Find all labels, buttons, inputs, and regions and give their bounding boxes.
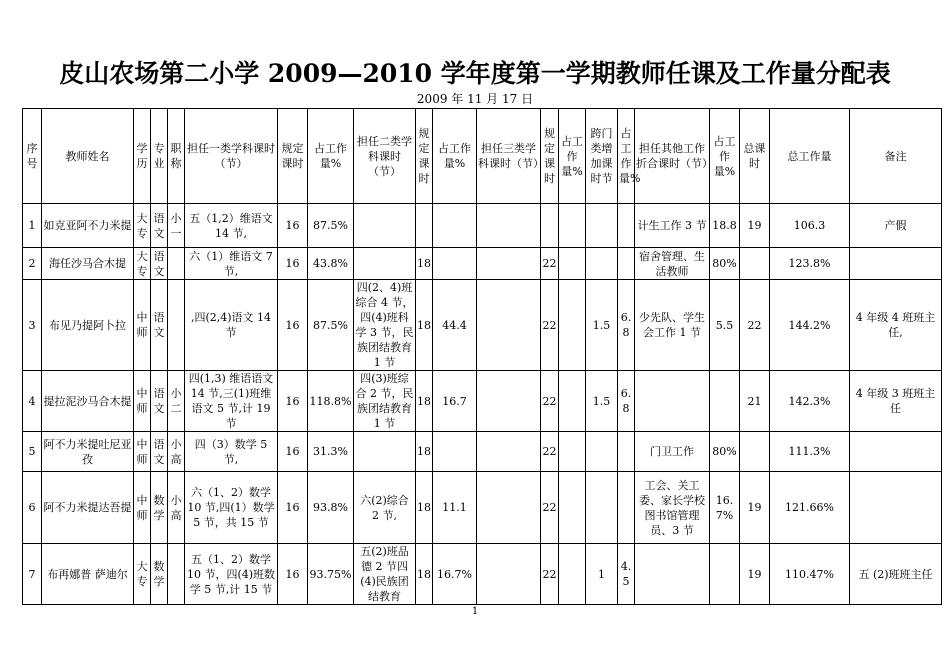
row-index: 6 — [23, 472, 42, 544]
other-work: 门卫工作 — [635, 432, 710, 472]
class-one-required: 16 — [278, 432, 308, 472]
row-index: 1 — [23, 204, 42, 248]
class-one-hours: 六（1、2）数学 10 节,四(1）数学 5 节，共 15 节 — [185, 472, 278, 544]
class-three-percent — [559, 544, 586, 605]
row-index: 4 — [23, 371, 42, 432]
document-date: 2009 年 11 月 17 日 — [416, 92, 534, 106]
class-two-percent: 44.4 — [433, 280, 477, 371]
header-cell: 规定课时 — [278, 109, 308, 204]
header-cell: 占工作量% — [710, 109, 740, 204]
header-cell: 职称 — [168, 109, 185, 204]
teacher-name: 海任沙马合木提 — [42, 248, 134, 280]
teacher-name: 提拉泥沙马合木提 — [42, 371, 134, 432]
other-work: 计生工作 3 节 — [635, 204, 710, 248]
education: 中师 — [134, 371, 151, 432]
class-two-required — [416, 204, 433, 248]
header-cell: 占工作量% — [618, 109, 635, 204]
total-hours: 19 — [740, 472, 770, 544]
class-three-hours — [477, 248, 541, 280]
other-work — [635, 544, 710, 605]
total-workload: 123.8% — [770, 248, 850, 280]
subject: 语文 — [151, 280, 168, 371]
header-cell: 备注 — [850, 109, 942, 204]
class-one-required: 16 — [278, 280, 308, 371]
table-row — [23, 472, 942, 544]
education: 大专 — [134, 544, 151, 605]
remarks — [850, 432, 942, 472]
cross-percent — [618, 204, 635, 248]
header-cell: 规定课时 — [416, 109, 433, 204]
class-three-percent — [559, 472, 586, 544]
total-hours — [740, 432, 770, 472]
cross-hours: 1.5 — [586, 371, 618, 432]
class-two-required: 18 — [416, 248, 433, 280]
cross-percent — [618, 248, 635, 280]
title-rank — [168, 544, 185, 605]
other-work: 少先队、学生会工作 1 节 — [635, 280, 710, 371]
class-one-hours: 四（3）数学 5 节, — [185, 432, 278, 472]
class-one-percent: 93.75% — [308, 544, 354, 605]
cross-percent: 6.8 — [618, 280, 635, 371]
remarks — [850, 248, 942, 280]
title-rank: 小一 — [168, 204, 185, 248]
teacher-name: 阿不力米提吐尼亚孜 — [42, 432, 134, 472]
header-cell: 学历 — [134, 109, 151, 204]
education: 中师 — [134, 472, 151, 544]
class-one-percent: 31.3% — [308, 432, 354, 472]
teacher-name: 阿不力米提达吾提 — [42, 472, 134, 544]
class-three-required: 22 — [541, 432, 559, 472]
remarks — [850, 472, 942, 544]
class-three-hours — [477, 432, 541, 472]
other-percent: 80% — [710, 432, 740, 472]
class-two-percent: 16.7 — [433, 371, 477, 432]
class-three-hours — [477, 204, 541, 248]
class-two-required: 18 — [416, 544, 433, 605]
header-cell: 占工作量% — [433, 109, 477, 204]
class-two-percent: 11.1 — [433, 472, 477, 544]
class-three-hours — [477, 280, 541, 371]
row-index: 2 — [23, 248, 42, 280]
class-two-required: 18 — [416, 371, 433, 432]
row-index: 3 — [23, 280, 42, 371]
cross-hours — [586, 248, 618, 280]
class-three-required: 22 — [541, 248, 559, 280]
other-percent: 16.7% — [710, 472, 740, 544]
class-two-required: 18 — [416, 432, 433, 472]
subject: 语文 — [151, 432, 168, 472]
cross-percent: 4.5 — [618, 544, 635, 605]
header-cell: 总工作量 — [770, 109, 850, 204]
class-two-hours — [354, 432, 416, 472]
class-three-required: 22 — [541, 280, 559, 371]
header-cell: 序号 — [23, 109, 42, 204]
class-three-hours — [477, 472, 541, 544]
class-two-required: 18 — [416, 280, 433, 371]
total-workload: 106.3 — [770, 204, 850, 248]
title-rank — [168, 280, 185, 371]
title-rank: 小高 — [168, 432, 185, 472]
cross-hours — [586, 472, 618, 544]
class-two-required: 18 — [416, 472, 433, 544]
header-cell: 专业 — [151, 109, 168, 204]
table-row — [23, 371, 942, 432]
row-index: 5 — [23, 432, 42, 472]
header-cell: 规定课时 — [541, 109, 559, 204]
teacher-name: 布再娜普 萨迪尔 — [42, 544, 134, 605]
header-cell: 担任其他工作折合课时（节） — [635, 109, 710, 204]
class-three-hours — [477, 544, 541, 605]
class-three-hours — [477, 371, 541, 432]
class-three-percent — [559, 280, 586, 371]
cross-hours: 1.5 — [586, 280, 618, 371]
class-one-hours: 五（1,2）维语文 14 节, — [185, 204, 278, 248]
total-workload: 144.2% — [770, 280, 850, 371]
class-two-hours — [354, 204, 416, 248]
title-rank: 小高 — [168, 472, 185, 544]
total-hours: 22 — [740, 280, 770, 371]
class-three-required: 22 — [541, 544, 559, 605]
remarks: 4 年级 4 班班主任, — [850, 280, 942, 371]
class-two-hours — [354, 248, 416, 280]
total-hours: 19 — [740, 544, 770, 605]
cross-hours: 1 — [586, 544, 618, 605]
subject: 语文 — [151, 248, 168, 280]
class-one-required: 16 — [278, 371, 308, 432]
cross-hours — [586, 204, 618, 248]
other-percent: 18.8 — [710, 204, 740, 248]
remarks: 4 年级 3 班班主任 — [850, 371, 942, 432]
class-one-required: 16 — [278, 472, 308, 544]
title-rank — [168, 248, 185, 280]
header-cell: 跨门类增加课时节 — [586, 109, 618, 204]
header-cell: 占工作量% — [308, 109, 354, 204]
class-one-hours: 五（1、2）数学 10 节，四(4)班数学 5 节,计 15 节 — [185, 544, 278, 605]
class-one-percent: 43.8% — [308, 248, 354, 280]
class-two-hours: 五(2)班品德 2 节四(4)民族团结教育 — [354, 544, 416, 605]
teacher-name: 布见乃提阿卜拉 — [42, 280, 134, 371]
class-three-required: 22 — [541, 472, 559, 544]
education: 中师 — [134, 280, 151, 371]
other-percent: 5.5 — [710, 280, 740, 371]
table-row — [23, 204, 942, 248]
other-work: 宿舍管理、生活教师 — [635, 248, 710, 280]
class-three-percent — [559, 432, 586, 472]
subject: 语文 — [151, 204, 168, 248]
class-one-hours: 四(1,3) 维语语文 14 节,三(1)班维语文 5 节,计 19 节 — [185, 371, 278, 432]
class-two-percent — [433, 204, 477, 248]
table-row — [23, 280, 942, 371]
total-hours: 21 — [740, 371, 770, 432]
header-cell: 总课时 — [740, 109, 770, 204]
title-rank: 小二 — [168, 371, 185, 432]
other-percent — [710, 544, 740, 605]
header-cell: 占工作量% — [559, 109, 586, 204]
other-percent — [710, 371, 740, 432]
class-one-hours: 六（1）维语文 7 节, — [185, 248, 278, 280]
workload-table — [22, 108, 942, 605]
class-one-percent: 87.5% — [308, 280, 354, 371]
remarks: 五 (2)班班主任 — [850, 544, 942, 605]
remarks: 产假 — [850, 204, 942, 248]
total-workload: 142.3% — [770, 371, 850, 432]
total-hours — [740, 248, 770, 280]
header-cell: 担任一类学科课时（节） — [185, 109, 278, 204]
total-hours: 19 — [740, 204, 770, 248]
cross-percent — [618, 472, 635, 544]
class-one-required: 16 — [278, 544, 308, 605]
class-three-percent — [559, 204, 586, 248]
other-work: 工会、关工委、家长学校图书馆管理员、3 节 — [635, 472, 710, 544]
subject: 数学 — [151, 544, 168, 605]
class-one-percent: 118.8% — [308, 371, 354, 432]
class-two-percent — [433, 248, 477, 280]
class-three-required: 22 — [541, 371, 559, 432]
teacher-name: 如克亚阿不力米提 — [42, 204, 134, 248]
class-three-percent — [559, 248, 586, 280]
education: 中师 — [134, 432, 151, 472]
other-percent: 80% — [710, 248, 740, 280]
total-workload: 121.66% — [770, 472, 850, 544]
education: 大专 — [134, 248, 151, 280]
total-workload: 111.3% — [770, 432, 850, 472]
header-cell: 教师姓名 — [42, 109, 134, 204]
cross-hours — [586, 432, 618, 472]
education: 大专 — [134, 204, 151, 248]
cross-percent: 6.8 — [618, 371, 635, 432]
page-title: 皮山农场第二小学 2009—2010 学年度第一学期教师任课及工作量分配表 — [59, 59, 891, 88]
class-two-hours: 四(2、4)班综合 4 节，四(4)班科学 3 节，民族团结教育 1 节 — [355, 281, 414, 369]
table-row — [23, 544, 942, 605]
header-cell: 担任三类学科课时（节） — [477, 109, 541, 204]
class-three-required — [541, 204, 559, 248]
class-one-percent: 93.8% — [308, 472, 354, 544]
class-one-percent: 87.5% — [308, 204, 354, 248]
class-two-hours: 四(3)班综合 2 节，民族团结教育 1 节 — [355, 372, 414, 430]
subject: 数学 — [151, 472, 168, 544]
table-row — [23, 432, 942, 472]
total-workload: 110.47% — [770, 544, 850, 605]
class-two-hours: 六(2)综合 2 节, — [354, 472, 416, 544]
cross-percent — [618, 432, 635, 472]
header-row — [23, 109, 942, 204]
header-cell: 担任二类学科课时（节） — [354, 109, 416, 204]
class-three-percent — [559, 371, 586, 432]
table-row — [23, 248, 942, 280]
class-one-required: 16 — [278, 248, 308, 280]
class-one-required: 16 — [278, 204, 308, 248]
class-two-percent: 16.7% — [433, 544, 477, 605]
other-work — [635, 371, 710, 432]
row-index: 7 — [23, 544, 42, 605]
class-two-percent — [433, 432, 477, 472]
subject: 语文 — [151, 371, 168, 432]
page-number: 1 — [471, 606, 479, 617]
class-one-hours: ,四(2,4)语文 14 节 — [185, 280, 278, 371]
